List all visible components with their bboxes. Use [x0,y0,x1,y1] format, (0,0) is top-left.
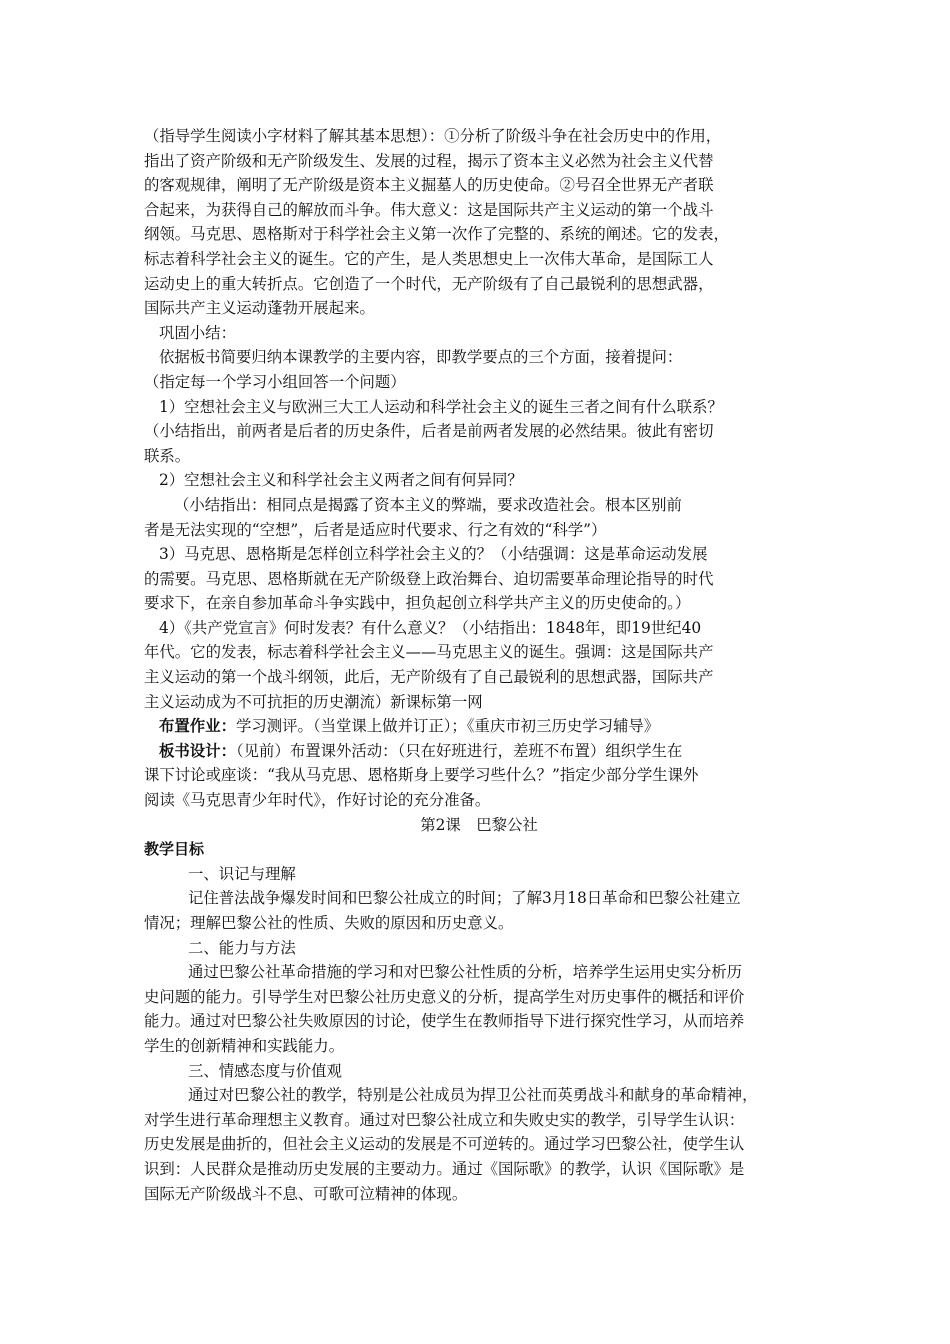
question-1 [144,395,814,469]
text-line: 1）空想社会主义与欧洲三大工人运动和科学社会主义的诞生三者之间有什么联系？ [159,397,723,416]
text-line: 能力。通过对巴黎公社失败原因的讨论，使学生在教师指导下进行探究性学习，从而培养 [144,1012,745,1031]
section-1-text [144,886,814,935]
text-line: 史问题的能力。引导学生对巴黎公社历史意义的分析，提高学生对历史事件的概括和评价 [144,987,745,1006]
text-line: 运动史上的重大转折点。它创造了一个时代，无产阶级有了自己最锐利的思想武器， [144,274,714,293]
lesson-title: 第2课 巴黎公社 [420,815,538,834]
question-3 [144,542,814,616]
text-line: （小结指出：相同点是揭露了资本主义的弊端，要求改造社会。根本区别前 [174,495,682,514]
board-label: 板书设计： [159,741,236,760]
text-line: 的需要。马克思、恩格斯就在无产阶级登上政治舞台、迫切需要革命理论指导的时代 [144,569,714,588]
text-line: 情况；理解巴黎公社的性质、失败的原因和历史意义。 [144,914,514,932]
text-line: 主义运动成为不可抗拒的历史潮流）新课标第一网 [144,692,483,711]
text-line: 标志着科学社会主义的诞生。它的产生，是人类思想史上一次伟大革命，是国际工人 [144,249,714,268]
text-line: 阅读《马克思青少年时代》，作好讨论的充分准备。 [144,791,491,810]
homework-label: 布置作业： [159,717,236,736]
text-line: 2）空想社会主义和科学社会主义两者之间有何异同？ [159,471,523,490]
section-2-title: 二、能力与方法 [188,938,296,957]
paragraph-manifesto [144,124,814,321]
text-line: 课下讨论或座谈：“我从马克思、恩格斯身上要学习些什么？”指定少部分学生课外 [144,766,699,785]
question-4 [144,616,814,714]
text-line: 学生的创新精神和实践能力。 [144,1036,345,1055]
text-line: 要求下，在亲自参加革命斗争实践中，担负起创立科学共产主义的历史使命的。） [144,594,691,613]
text-line: 纲领。马克思、恩格斯对于科学社会主义第一次作了完整的、系统的阐述。它的发表， [144,225,729,244]
text-line: 通过对巴黎公社的教学，特别是公社成员为捍卫公社而英勇战斗和献身的革命精神， [188,1086,758,1105]
text-line: 联系。 [144,446,191,465]
text-line [144,739,814,764]
text-line: 依据板书简要归纳本课教学的主要内容，即教学要点的三个方面，接着提问： [159,348,683,367]
text-line: 主义运动的第一个战斗纲领，此后，无产阶级有了自己最锐利的思想武器，国际共产 [144,668,714,687]
text-line: 指出了资产阶级和无产阶级发生、发展的过程，揭示了资本主义必然为社会主义代替 [144,151,714,170]
section-1-title: 一、识记与理解 [188,864,296,883]
text-line: 历史发展是曲折的，但社会主义运动的发展是不可逆转的。通过学习巴黎公社，使学生认 [144,1135,745,1154]
section-3-text [144,1083,814,1206]
text-line: （指定每一个学习小组回答一个问题） [144,372,406,391]
text-line: 4）《共产党宣言》何时发表？有什么意义？（小结指出：1848年，即19世纪40 [159,618,702,637]
summary-intro [144,345,814,394]
text-line: （指导学生阅读小字材料了解其基本思想）：①分析了阶级斗争在社会历史中的作用， [144,127,722,145]
text-line: 国际共产主义运动蓬勃开展起来。 [144,299,375,318]
text-line: 合起来，为获得自己的解放而斗争。伟大意义：这是国际共产主义运动的第一个战斗 [144,200,714,219]
board-text: （见前）布置课外活动：（只在好班进行，差班不布置）组织学生在 [235,741,683,760]
board-design [144,739,814,813]
text-line: 识到：人民群众是推动历史发展的主要动力。通过《国际歌》的教学，认识《国际歌》是 [144,1159,745,1178]
text-line: 3）马克思、恩格斯是怎样创立科学社会主义的？（小结强调：这是革命运动发展 [159,545,708,564]
text-line: 的客观规律，阐明了无产阶级是资本主义掘墓人的历史使命。②号召全世界无产者联 [144,176,714,195]
text-line: 年代。它的发表，标志着科学社会主义——马克思主义的诞生。强调：这是国际共产 [144,643,714,662]
text-line: 对学生进行革命理想主义教育。通过对巴黎公社成立和失败史实的教学，引导学生认识： [144,1110,745,1129]
question-2 [144,468,814,542]
objectives-heading: 教学目标 [144,840,205,859]
text-line: 记住普法战争爆发时间和巴黎公社成立的时间；了解3月18日革命和巴黎公社建立 [188,889,741,908]
text-line: 者是无法实现的“空想”，后者是适应时代要求、行之有效的“科学”） [144,520,607,539]
section-2-text [144,960,814,1058]
text-line: （小结指出，前两者是后者的历史条件，后者是前两者发展的必然结果。彼此有密切 [144,422,714,441]
homework-text: 学习测评。（当堂课上做并订正）；《重庆市初三历史学习辅导》 [235,717,660,736]
summary-title: 巩固小结： [159,323,236,342]
homework [144,714,814,739]
text-line: 通过巴黎公社革命措施的学习和对巴黎公社性质的分析，培养学生运用史实分析历 [188,963,743,982]
text-line: 国际无产阶级战斗不息、可歌可泣精神的体现。 [144,1184,468,1203]
section-3-title: 三、情感态度与价值观 [188,1061,342,1080]
document-page [144,124,814,1206]
